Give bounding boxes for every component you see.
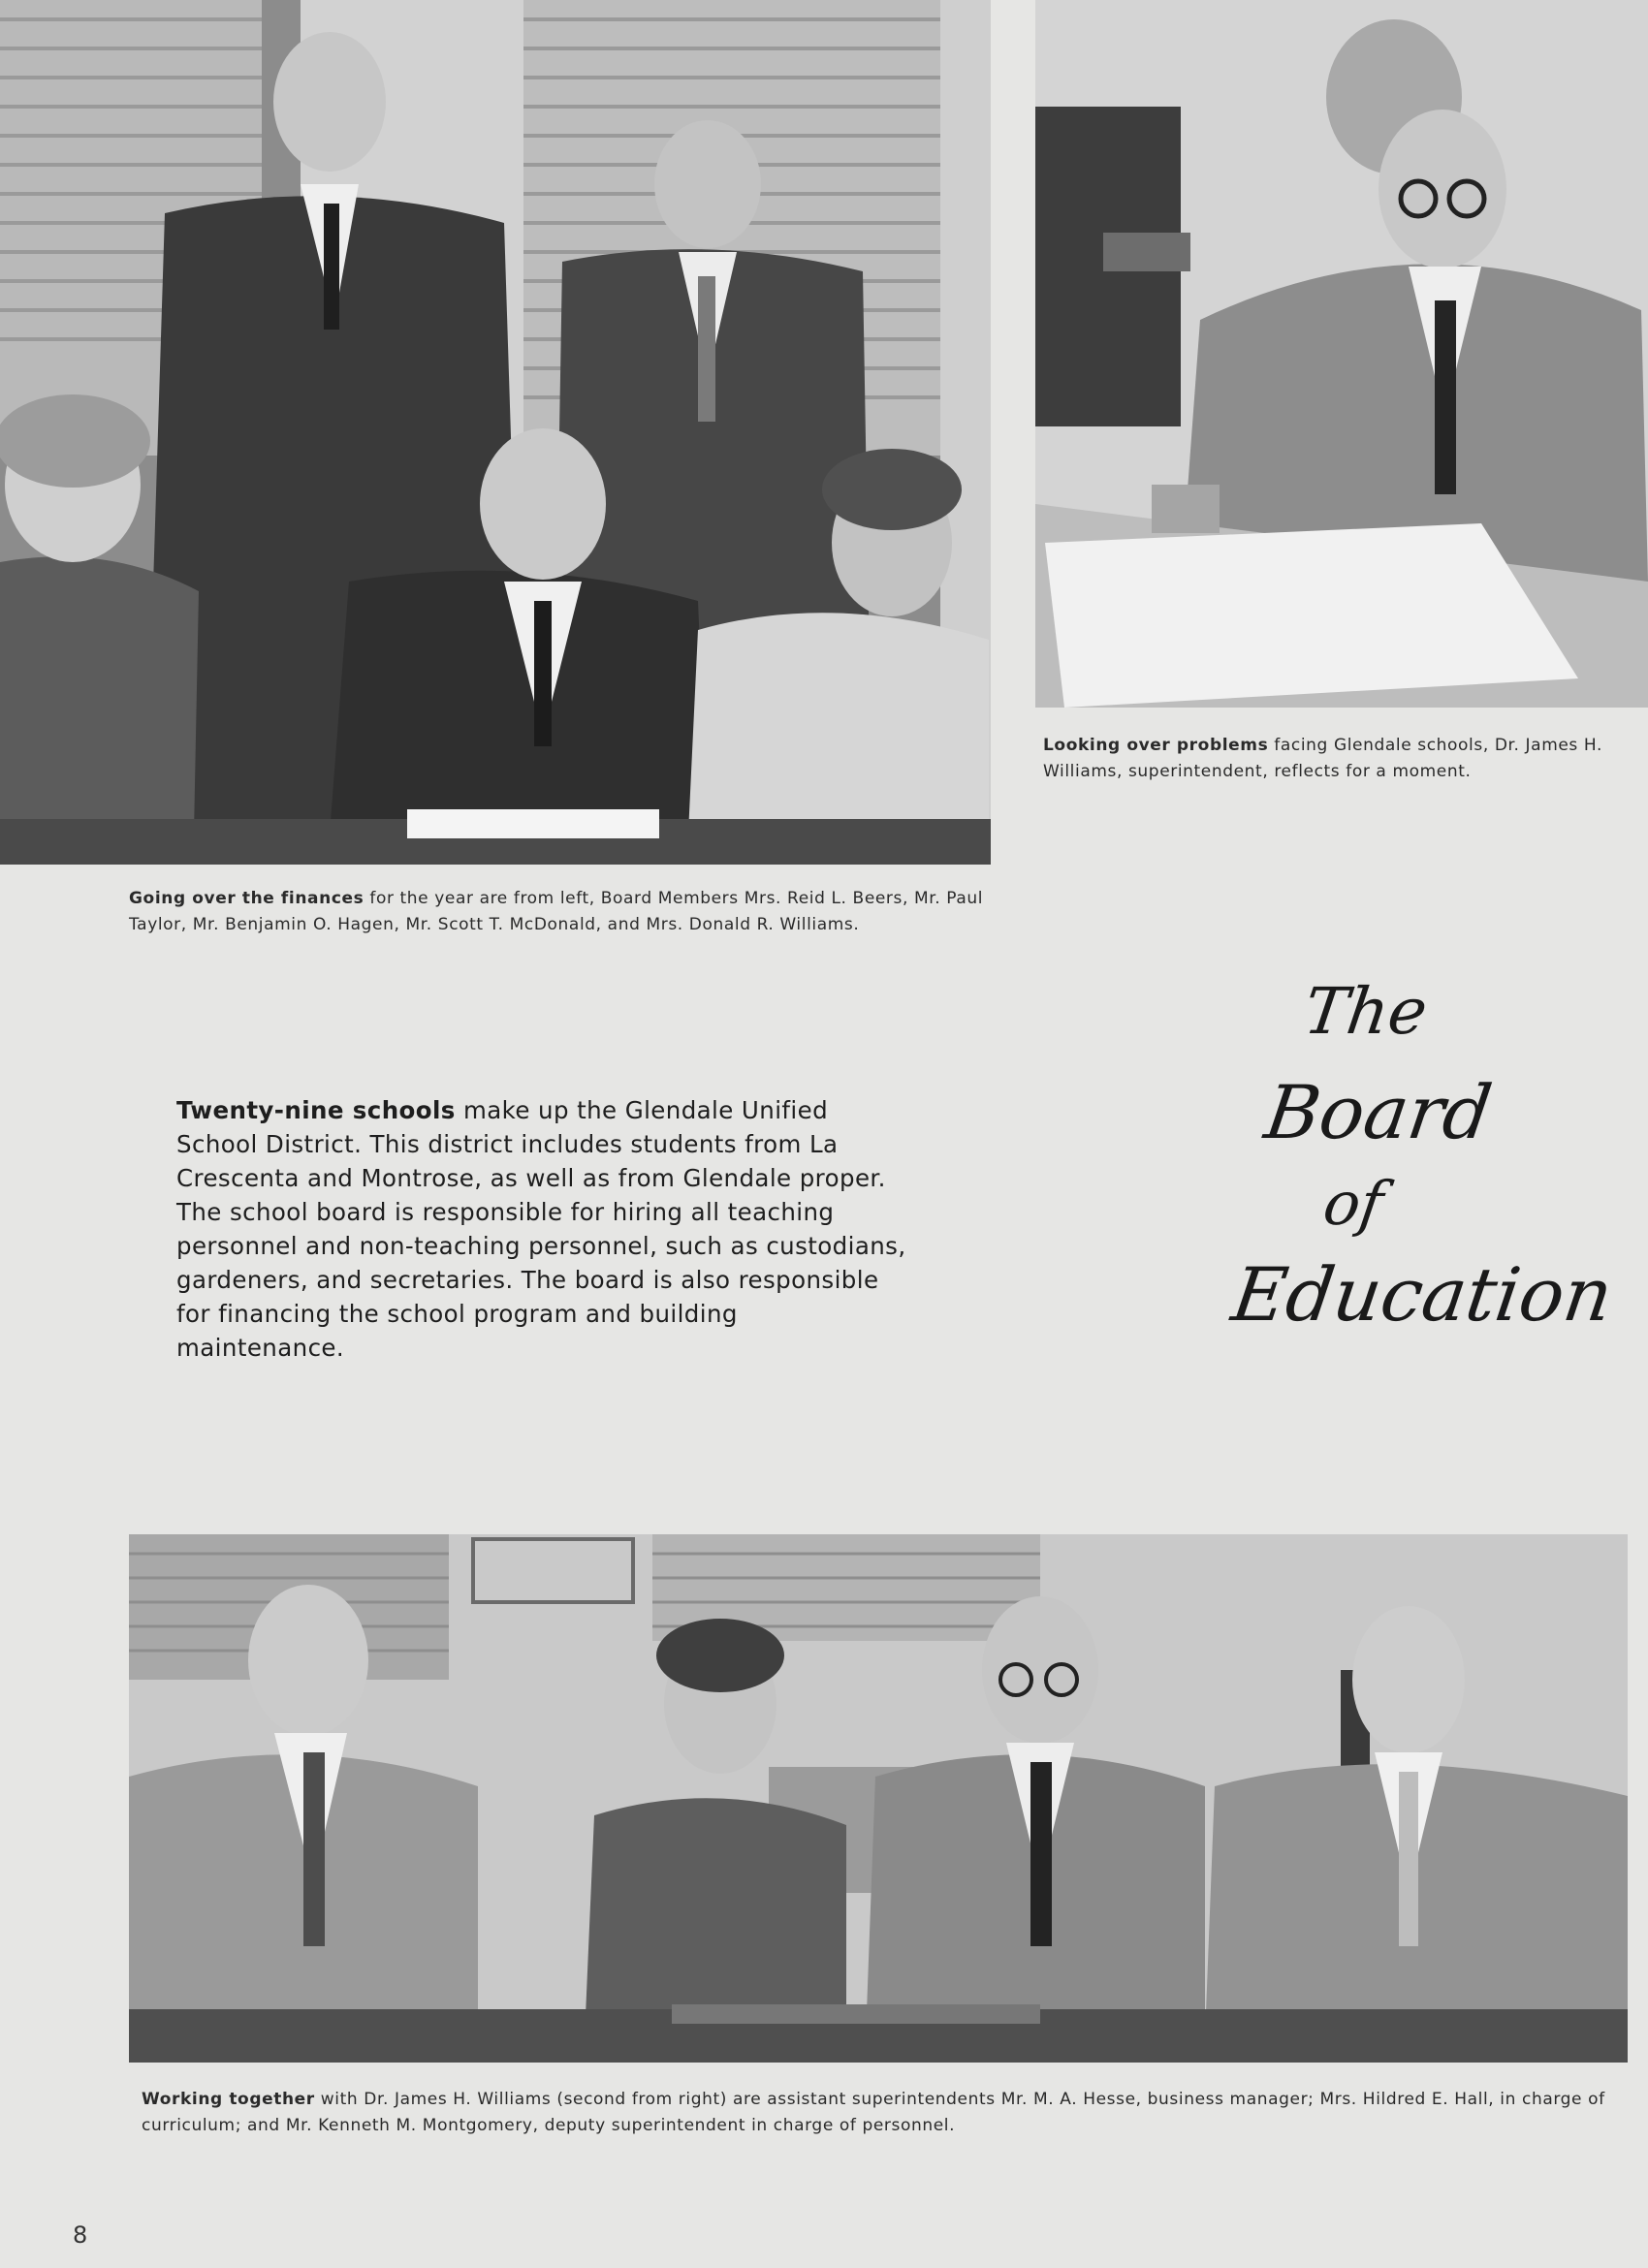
working-caption [142,2087,1634,2139]
section-title [1202,974,1618,1362]
intro-text: make up the Glendale Unified School District. This district includes students from La Crescenta and Montrose, as well as from Glendale proper. The school board is responsible for hiring all teaching personnel and non-teaching personnel, such as custodians, gardeners, and secretaries. The board is also responsible for financing the school program and building maintenance. [176,1096,906,1362]
assistant-superintendents-photo [129,1534,1628,2063]
title-line-of: of [1318,1168,1388,1239]
finances-caption-lead: Going over the finances [129,889,364,908]
finances-caption-text: for the year are from left, Board Members Mrs. Reid L. Beers, Mr. Paul Taylor, Mr. Benjamin O. Hagen, Mr. Scott T. McDonald, and Mrs. Donald R. Williams. [129,889,984,934]
superintendent-photo [1035,0,1648,708]
title-line-education: Education [1226,1251,1618,1338]
title-line-board: Board [1259,1069,1498,1155]
intro-lead: Twenty-nine schools [176,1096,456,1124]
page-number: 8 [73,2221,88,2249]
superintendent-caption [1043,733,1625,785]
board-members-photo [0,0,991,865]
intro-paragraph [176,1093,913,1365]
working-caption-text: with Dr. James H. Williams (second from right) are assistant superintendents Mr. M. A. Hesse, business manager; Mrs. Hildred E. Hall, in charge of curriculum; and Mr. Kenneth M. Montgomery, deputy superintendent in charge of personnel. [142,2090,1605,2135]
working-caption-lead: Working together [142,2090,315,2109]
title-line-the: The [1299,974,1433,1049]
superintendent-caption-lead: Looking over problems [1043,736,1269,755]
superintendent-caption-text: facing Glendale schools, Dr. James H. Williams, superintendent, reflects for a moment. [1043,736,1602,781]
finances-caption [129,886,1001,938]
